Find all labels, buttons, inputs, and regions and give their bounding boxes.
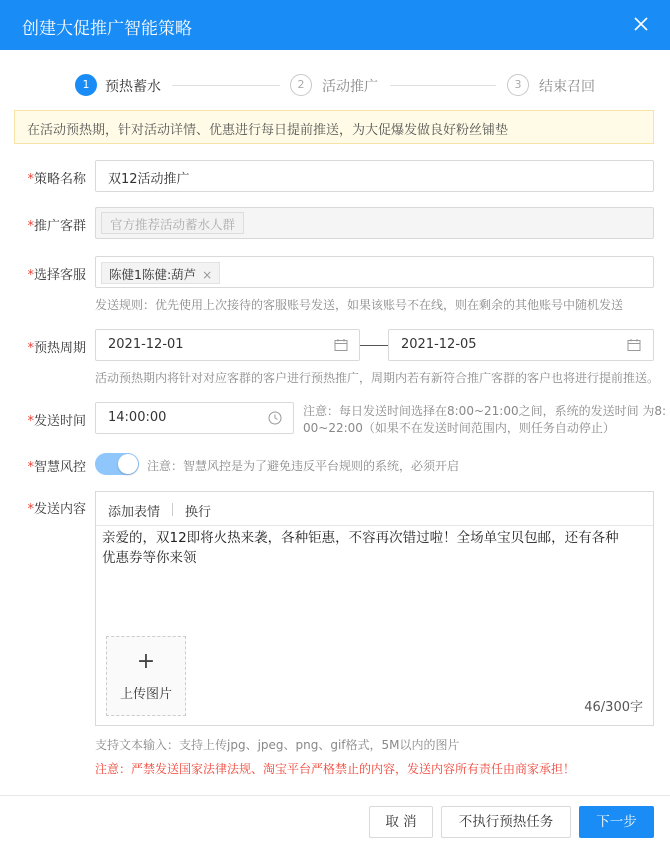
send-time-label: *发送时间 (27, 414, 86, 429)
required-mark: * (27, 172, 34, 187)
required-mark: * (27, 219, 34, 234)
required-mark: * (27, 341, 34, 356)
step-2-label: 活动推广 (322, 79, 378, 95)
upload-image-button[interactable] (106, 636, 186, 716)
editor-toolbar (96, 492, 653, 526)
remove-tag-icon[interactable]: × (202, 268, 213, 282)
service-hint: 发送规则：优先使用上次接待的客服账号发送，如果该账号不在线，则在剩余的其他账号中随机发送 (95, 298, 624, 312)
period-end-input[interactable] (388, 329, 654, 361)
next-button[interactable]: 下一步 (579, 806, 654, 838)
calendar-icon (334, 338, 348, 352)
service-tag (101, 262, 220, 284)
step-indicator (0, 68, 670, 102)
send-time-input[interactable] (95, 402, 294, 434)
upload-image-label: 上传图片 (119, 687, 172, 702)
skip-preheat-button[interactable]: 不执行预热任务 (441, 806, 571, 838)
period-label: *预热周期 (27, 341, 86, 356)
period-end-value: 2021-12-05 (401, 337, 477, 352)
required-mark: * (27, 268, 34, 283)
period-start-value: 2021-12-01 (108, 337, 184, 352)
close-icon[interactable] (630, 13, 652, 35)
step-1-number: 1 (75, 74, 97, 96)
audience-label: *推广客群 (27, 219, 86, 234)
send-time-note: 注意：每日发送时间选择在8:00~21:00之间，系统的发送时间 为8: 00~22:00（如果不在发送时间范围内，则任务自动停止） (303, 404, 667, 435)
service-select[interactable] (95, 256, 654, 288)
step-3-label: 结束召回 (539, 79, 595, 95)
content-warning: 注意：严禁发送国家法律法规、淘宝平台严格禁止的内容，发送内容所有责任由商家承担！ (95, 762, 576, 776)
step-connector (390, 85, 496, 86)
content-support-hint: 支持文本输入：支持上传jpg、jpeg、png、gif格式，5M以内的图片 (95, 738, 460, 752)
dialog-header (0, 0, 670, 50)
clock-icon (268, 411, 282, 425)
period-hint: 活动预热期内将针对对应客群的客户进行预热推广，周期内若有新符合推广客群的客户也将进行提前推送。 (95, 371, 660, 385)
notice-banner: 在活动预热期，针对活动详情、优惠进行每日提前推送，为大促爆发做良好粉丝铺垫 (14, 110, 654, 144)
add-emoji-button[interactable]: 添加表情 (108, 505, 161, 520)
step-2-number: 2 (290, 74, 312, 96)
send-time-value: 14:00:00 (108, 410, 167, 425)
service-label: *选择客服 (27, 268, 86, 283)
dialog-title: 创建大促推广智能策略 (22, 19, 192, 39)
dialog-footer (0, 795, 670, 847)
step-1-label: 预热蓄水 (105, 79, 161, 95)
risk-control-note: 注意：智慧风控是为了避免违反平台规则的系统，必须开启 (147, 459, 460, 473)
calendar-icon (627, 338, 641, 352)
newline-button[interactable]: 换行 (185, 505, 212, 520)
plus-icon: + (136, 649, 156, 674)
step-3-number: 3 (507, 74, 529, 96)
period-start-input[interactable] (95, 329, 360, 361)
range-separator (360, 345, 388, 346)
cancel-button[interactable]: 取 消 (369, 806, 433, 838)
audience-field (95, 207, 654, 239)
audience-tag: 官方推荐活动蓄水人群 (101, 212, 244, 234)
toggle-knob (118, 454, 138, 474)
risk-control-toggle[interactable] (95, 453, 139, 475)
required-mark: * (27, 414, 34, 429)
char-counter: 46/300字 (584, 700, 643, 715)
toolbar-divider (172, 503, 173, 516)
required-mark: * (27, 502, 34, 517)
risk-control-label: *智慧风控 (27, 460, 86, 475)
content-editor[interactable] (95, 491, 654, 726)
content-text[interactable]: 亲爱的，双12即将火热来袭，各种钜惠，不容再次错过啦！全场单宝贝包邮，还有各种 优惠券等你来领 (102, 530, 619, 566)
strategy-name-label: *策略名称 (27, 172, 86, 187)
strategy-name-input[interactable]: 双12活动推广 (95, 160, 654, 192)
step-connector (172, 85, 280, 86)
content-label: *发送内容 (27, 502, 86, 517)
service-tag-label: 陈健1陈健:葫芦 (109, 267, 197, 282)
required-mark: * (27, 460, 34, 475)
